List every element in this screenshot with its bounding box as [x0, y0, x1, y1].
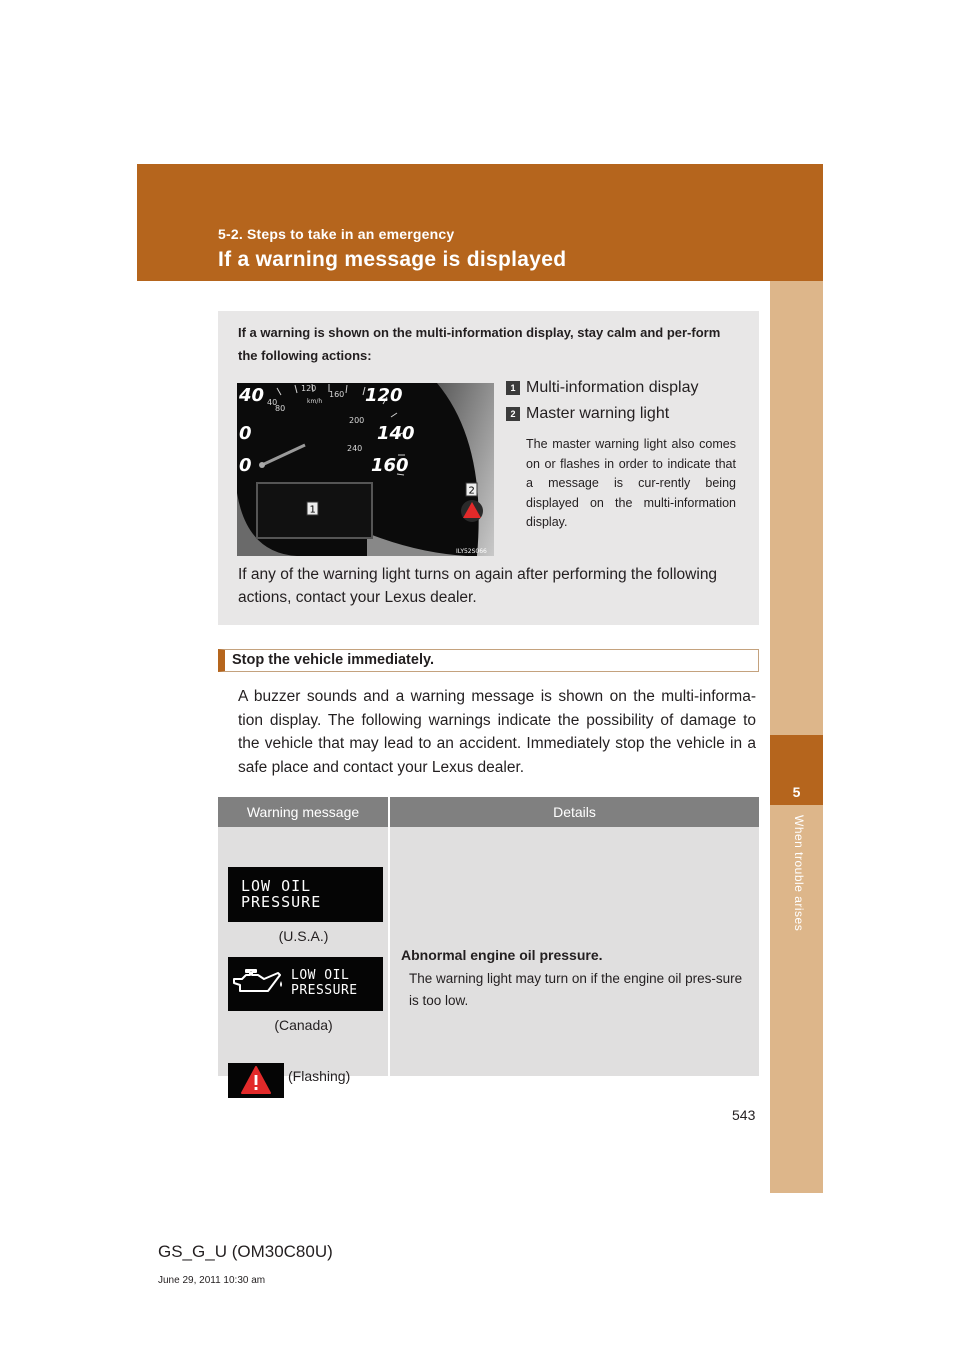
caption-flashing: (Flashing) [288, 1068, 351, 1084]
callout-1-marker: 1 [309, 504, 316, 516]
callout-2-marker: 2 [468, 485, 475, 497]
warning-table [218, 797, 759, 1084]
page-title: If a warning message is displayed [218, 248, 567, 271]
gauge-label-140: 140 [377, 423, 415, 444]
detail-description: The warning light may turn on if the engine oil pres-sure is too low. [409, 971, 743, 1008]
callout-1 [506, 379, 699, 397]
after-actions-text: If any of the warning light turns on again after performing the following actions, contact your Lexus dealer. [238, 566, 718, 606]
intro-text: If a warning is shown on the multi-information display, stay calm and per-form the following actions: [238, 325, 721, 363]
chapter-title: When trouble arises [792, 815, 806, 932]
body-text: A buzzer sounds and a warning message is shown on the multi-informa-tion display. The following warnings indicate the possibility of damage to the vehicle that may lead to an accident. Immediately stop the vehicle in a safe place and contact your Lexus dealer. [238, 688, 756, 776]
footer-doc-code: GS_G_U (OM30C80U) [158, 1242, 333, 1261]
instrument-cluster-drawing [237, 383, 494, 556]
gauge-small-80: 80 [275, 404, 286, 413]
column-header-details: Details [390, 797, 759, 827]
gauge-label-120: 120 [365, 385, 403, 406]
lcd-canada-line2: PRESSURE [291, 983, 358, 998]
callout-1-number: 1 [506, 381, 520, 395]
lcd-usa-line2: PRESSURE [241, 893, 322, 911]
callout-2-label: Master warning light [526, 405, 670, 422]
master-warning-description: The master warning light also comes on or flashes in order to indicate that a message is cur-rently being displayed on the multi-information display. [526, 437, 736, 529]
instrument-cluster-illustration [237, 383, 494, 556]
gauge-label-160: 160 [371, 455, 409, 476]
gauge-label-40-big: 40 [239, 385, 265, 406]
table-cell-message [218, 827, 389, 1084]
caption-usa: (U.S.A.) [278, 928, 329, 944]
oil-can-icon [228, 957, 288, 1011]
callout-1-label: Multi-information display [526, 379, 699, 396]
table-cell-details [390, 827, 759, 1076]
chapter-number: 5 [770, 735, 823, 805]
lcd-low-oil-usa [228, 867, 383, 922]
warning-triangle-icon [228, 1063, 284, 1098]
lcd-canada-line1: LOW OIL [291, 968, 350, 983]
page-number: 543 [732, 1107, 756, 1123]
detail-title: Abnormal engine oil pressure. [401, 947, 603, 963]
column-header-message: Warning message [218, 797, 389, 827]
caption-canada: (Canada) [274, 1017, 333, 1033]
gauge-label-0-top: 0 [239, 423, 252, 444]
gauge-small-120: 120 [301, 384, 317, 393]
callout-2-number: 2 [506, 407, 520, 421]
lcd-usa-line1: LOW OIL [241, 877, 312, 895]
lcd-low-oil-canada [228, 957, 383, 1011]
gauge-small-160: 160 [329, 390, 345, 399]
illustration-code: ILY52S066 [456, 548, 487, 555]
section-label: 5-2. Steps to take in an emergency [218, 226, 455, 242]
sub-heading: Stop the vehicle immediately. [218, 649, 759, 672]
gauge-small-40: 40 [267, 398, 278, 407]
gauge-unit: km/h [307, 398, 323, 405]
gauge-small-240: 240 [347, 444, 363, 453]
lcd-canada-text [291, 968, 358, 998]
footer-date: June 29, 2011 10:30 am [158, 1275, 266, 1286]
gauge-label-0-bottom: 0 [239, 455, 252, 476]
callout-2 [506, 405, 669, 423]
master-warning-light-icon-box [228, 1063, 284, 1098]
gauge-small-200: 200 [349, 416, 365, 425]
